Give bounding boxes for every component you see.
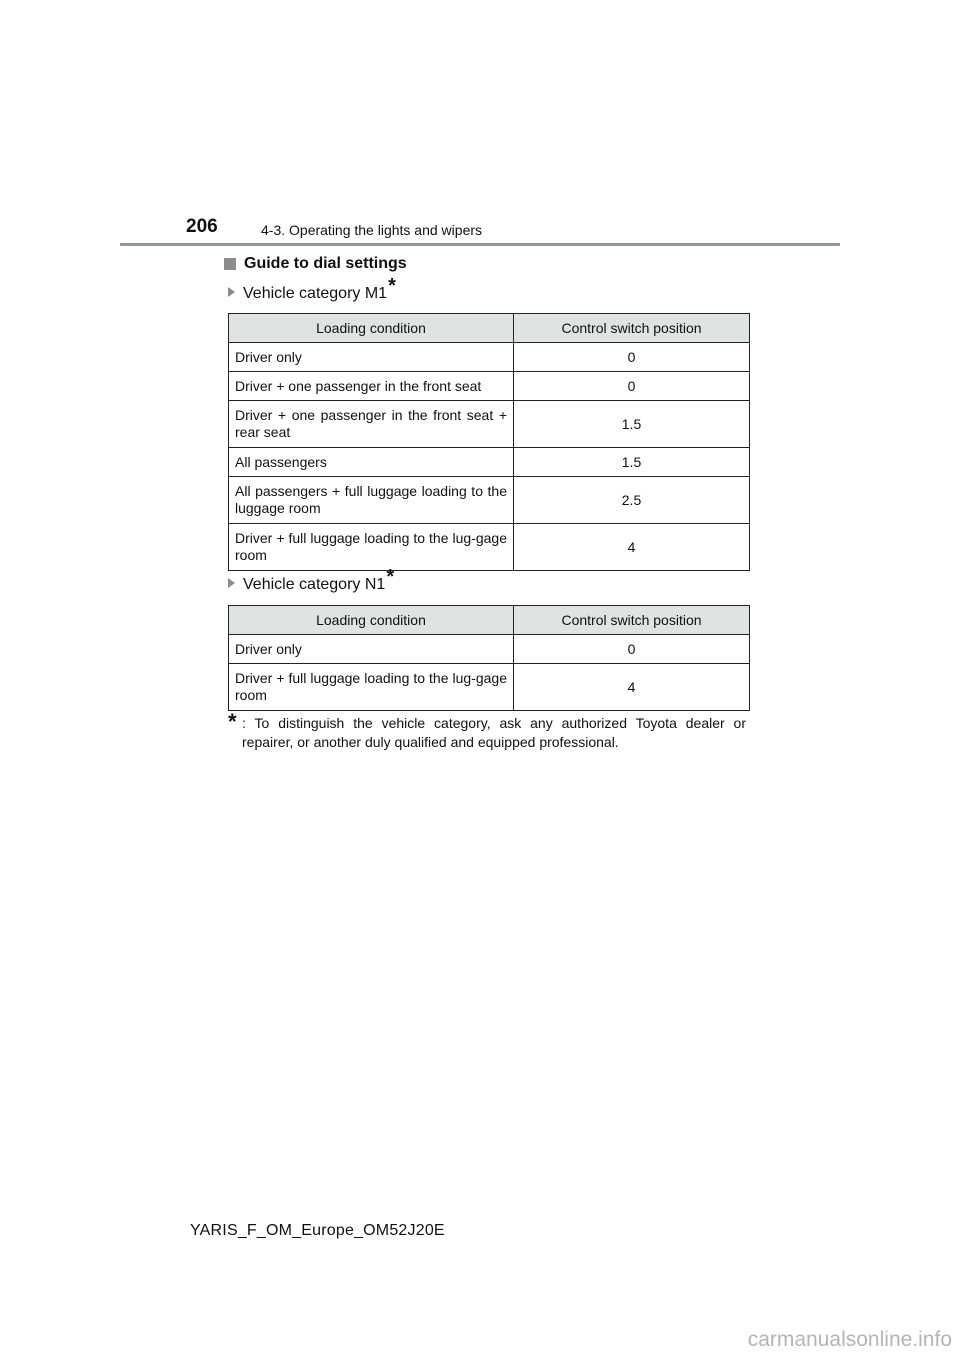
table-row	[229, 448, 750, 477]
loading-condition-cell: Driver + one passenger in the front seat	[229, 372, 514, 401]
table-row	[229, 401, 750, 448]
loading-condition-cell: Driver + full luggage loading to the lug-gage room	[229, 664, 514, 711]
footnote-text: : To distinguish the vehicle category, ask any authorized Toyota dealer or repairer, or another duly qualified and equipped professional.	[242, 715, 746, 750]
switch-position-cell: 1.5	[514, 448, 750, 477]
footnote-marker: *	[386, 566, 395, 588]
loading-condition-cell: Driver + one passenger in the front seat + rear seat	[229, 401, 514, 448]
table-row	[229, 524, 750, 571]
subheading-n1	[228, 566, 395, 595]
switch-position-cell: 0	[514, 343, 750, 372]
column-header: Control switch position	[514, 606, 750, 635]
loading-condition-cell: All passengers + full luggage loading to the luggage room	[229, 477, 514, 524]
switch-position-cell: 4	[514, 664, 750, 711]
m1-dial-settings-table	[228, 313, 750, 571]
subheading-m1	[228, 275, 396, 304]
document-code: YARIS_F_OM_Europe_OM52J20E	[190, 1222, 445, 1239]
header-divider	[120, 243, 840, 246]
section-heading	[224, 255, 407, 273]
footnote-marker: *	[228, 709, 237, 734]
column-header: Loading condition	[229, 314, 514, 343]
table-row	[229, 372, 750, 401]
heading-text: Guide to dial settings	[244, 255, 407, 272]
n1-dial-settings-table	[228, 605, 750, 711]
subheading-n1-text: Vehicle category N1	[243, 576, 386, 593]
footnote	[228, 709, 746, 752]
page-number: 206	[186, 216, 218, 237]
table-row	[229, 343, 750, 372]
footnote-marker: *	[388, 275, 396, 297]
triangle-bullet-icon	[228, 287, 235, 297]
section-title: 4-3. Operating the lights and wipers	[261, 222, 483, 238]
switch-position-cell: 0	[514, 635, 750, 664]
switch-position-cell: 4	[514, 524, 750, 571]
table-row	[229, 664, 750, 711]
square-bullet-icon	[224, 258, 236, 270]
table-row	[229, 635, 750, 664]
switch-position-cell: 2.5	[514, 477, 750, 524]
column-header: Control switch position	[514, 314, 750, 343]
table-row	[229, 477, 750, 524]
watermark: carmanualsonline.info	[747, 1328, 952, 1351]
loading-condition-cell: Driver + full luggage loading to the lug-gage room	[229, 524, 514, 571]
switch-position-cell: 0	[514, 372, 750, 401]
loading-condition-cell: Driver only	[229, 343, 514, 372]
loading-condition-cell: All passengers	[229, 448, 514, 477]
subheading-m1-text: Vehicle category M1	[243, 285, 388, 302]
switch-position-cell: 1.5	[514, 401, 750, 448]
triangle-bullet-icon	[228, 578, 235, 588]
loading-condition-cell: Driver only	[229, 635, 514, 664]
column-header: Loading condition	[229, 606, 514, 635]
